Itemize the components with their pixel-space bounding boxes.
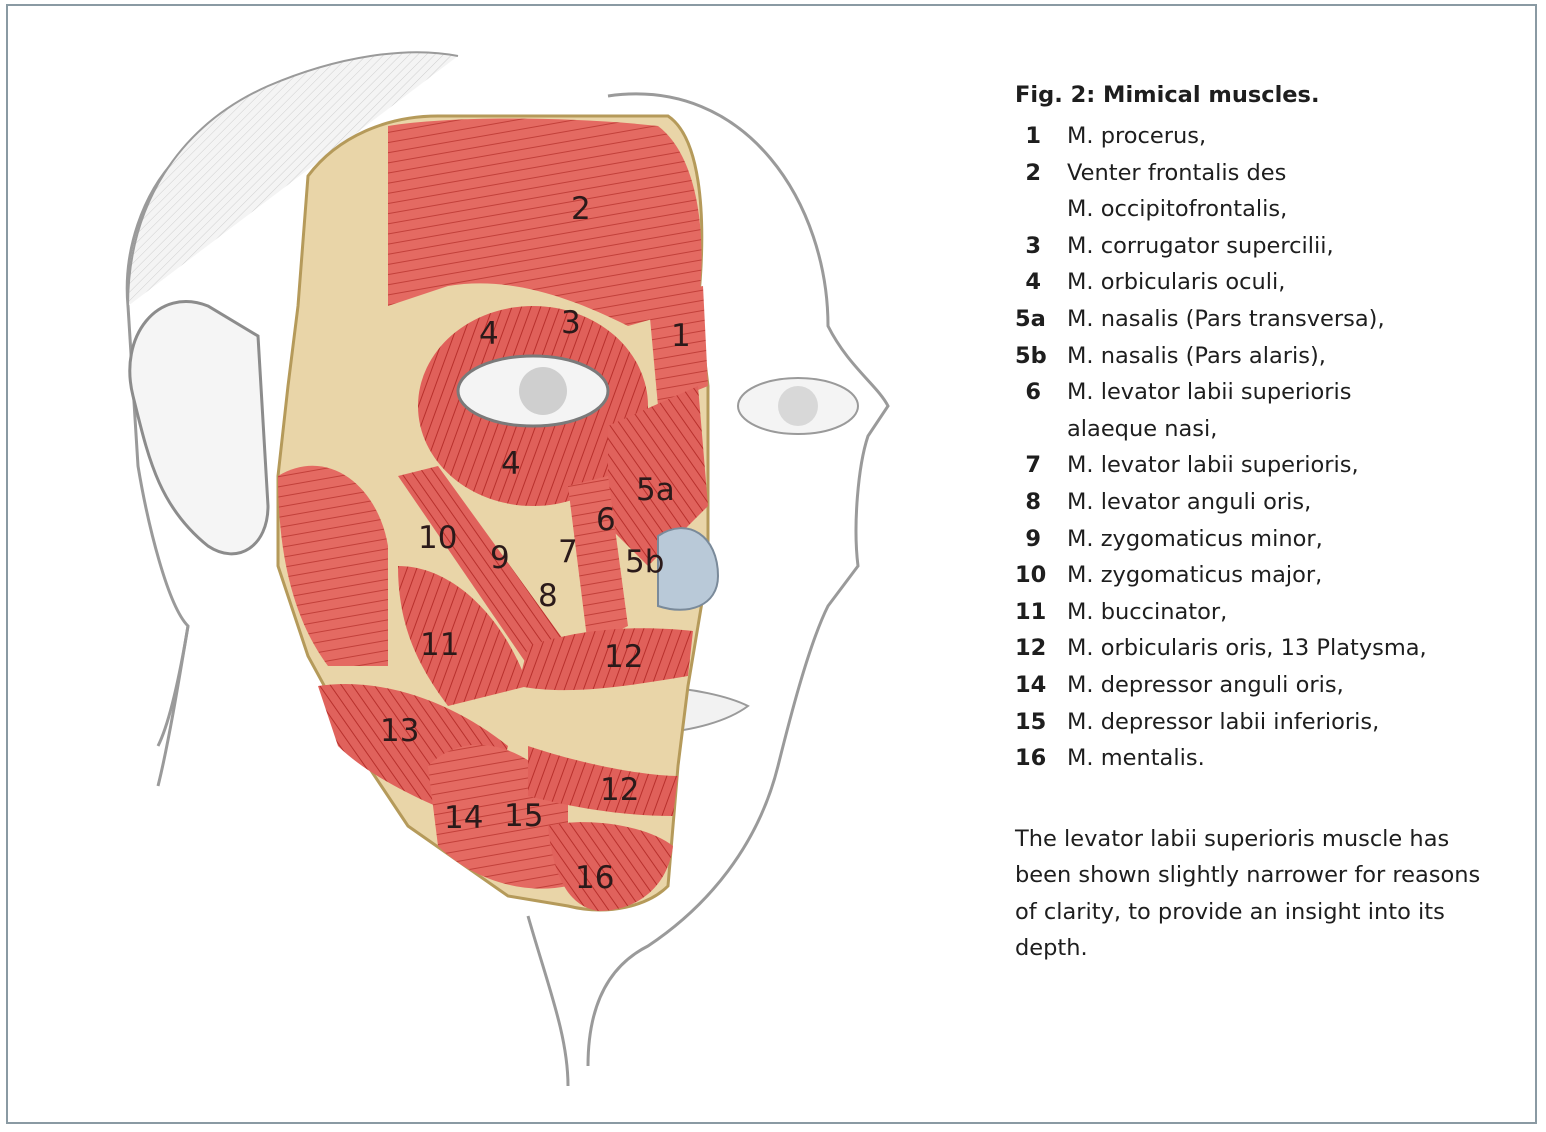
legend-label: M. levator labii superioris xyxy=(1067,379,1352,406)
figure-label-4-upper: 4 xyxy=(479,316,499,352)
legend-number: 7 xyxy=(1025,452,1041,479)
figure-label-1: 1 xyxy=(671,318,691,354)
legend-number: 3 xyxy=(1025,232,1041,259)
legend-label: M. depressor labii inferioris, xyxy=(1067,708,1380,735)
figure-label-3: 3 xyxy=(561,305,581,341)
legend-label: M. orbicularis oculi, xyxy=(1067,269,1286,296)
legend-number: 14 xyxy=(1015,671,1047,698)
legend-number: 12 xyxy=(1015,635,1047,662)
figure-label-7: 7 xyxy=(558,534,578,570)
figure-label-2: 2 xyxy=(571,191,591,227)
legend-number: 11 xyxy=(1015,598,1047,625)
legend-number: 15 xyxy=(1015,708,1047,735)
legend-number: 6 xyxy=(1025,379,1041,406)
legend-label: M. levator anguli oris, xyxy=(1067,488,1312,515)
figure-label-14: 14 xyxy=(444,800,484,836)
caption-note: The levator labii superioris muscle has been shown slightly narrower for reasons of clarity, to provide an insight into its depth. xyxy=(1015,825,1481,962)
legend-label: alaeque nasi, xyxy=(1067,415,1218,442)
legend-number: 9 xyxy=(1025,525,1041,552)
figure-label-12-upper: 12 xyxy=(604,639,644,675)
legend-number: 5b xyxy=(1015,342,1047,369)
figure-label-13: 13 xyxy=(380,713,420,749)
figure-label-12-lower: 12 xyxy=(600,772,640,808)
legend-list xyxy=(1015,118,1515,777)
figure-label-8: 8 xyxy=(538,578,558,614)
figure-label-5b: 5b xyxy=(625,544,665,580)
figure-label-6: 6 xyxy=(596,502,616,538)
legend-label: M. mentalis. xyxy=(1067,745,1205,772)
legend-label: M. depressor anguli oris, xyxy=(1067,671,1344,698)
legend-number: 4 xyxy=(1025,269,1041,296)
legend-number: 5a xyxy=(1015,305,1046,332)
legend-number xyxy=(1015,411,1067,448)
figure-label-11: 11 xyxy=(420,627,460,663)
legend-label: M. nasalis (Pars alaris), xyxy=(1067,342,1326,369)
legend-label: M. zygomaticus major, xyxy=(1067,562,1323,589)
legend-number xyxy=(1015,191,1067,228)
legend-number: 2 xyxy=(1025,159,1041,186)
legend-number: 1 xyxy=(1025,123,1041,149)
figure-frame xyxy=(6,4,1537,1124)
figure-label-9: 9 xyxy=(490,540,510,576)
figure-label-5a: 5a xyxy=(636,472,675,508)
legend-number: 8 xyxy=(1025,488,1041,515)
legend-number: 16 xyxy=(1015,745,1047,772)
figure-label-4-lower: 4 xyxy=(501,446,521,482)
figure-label-10: 10 xyxy=(418,520,458,556)
legend-label: M. orbicularis oris, 13 Platysma, xyxy=(1067,635,1427,662)
figure-label-15: 15 xyxy=(504,798,544,834)
legend-label: M. occipitofrontalis, xyxy=(1067,196,1288,223)
legend-label: Venter frontalis des xyxy=(1067,159,1287,186)
anatomical-illustration xyxy=(68,26,968,1106)
legend-label: M. nasalis (Pars transversa), xyxy=(1067,305,1385,332)
legend-label: M. corrugator supercilii, xyxy=(1067,232,1334,259)
caption-title: Fig. 2: Mimical muscles. xyxy=(1015,82,1320,108)
figure-label-16: 16 xyxy=(575,860,615,896)
legend-label: M. buccinator, xyxy=(1067,598,1228,625)
figure-caption xyxy=(1015,78,1515,967)
ear xyxy=(130,302,268,554)
legend-label: M. zygomaticus minor, xyxy=(1067,525,1323,552)
legend-label: M. levator labii superioris, xyxy=(1067,452,1359,479)
legend-number: 10 xyxy=(1015,562,1047,589)
legend-label: M. procerus, xyxy=(1067,123,1207,149)
